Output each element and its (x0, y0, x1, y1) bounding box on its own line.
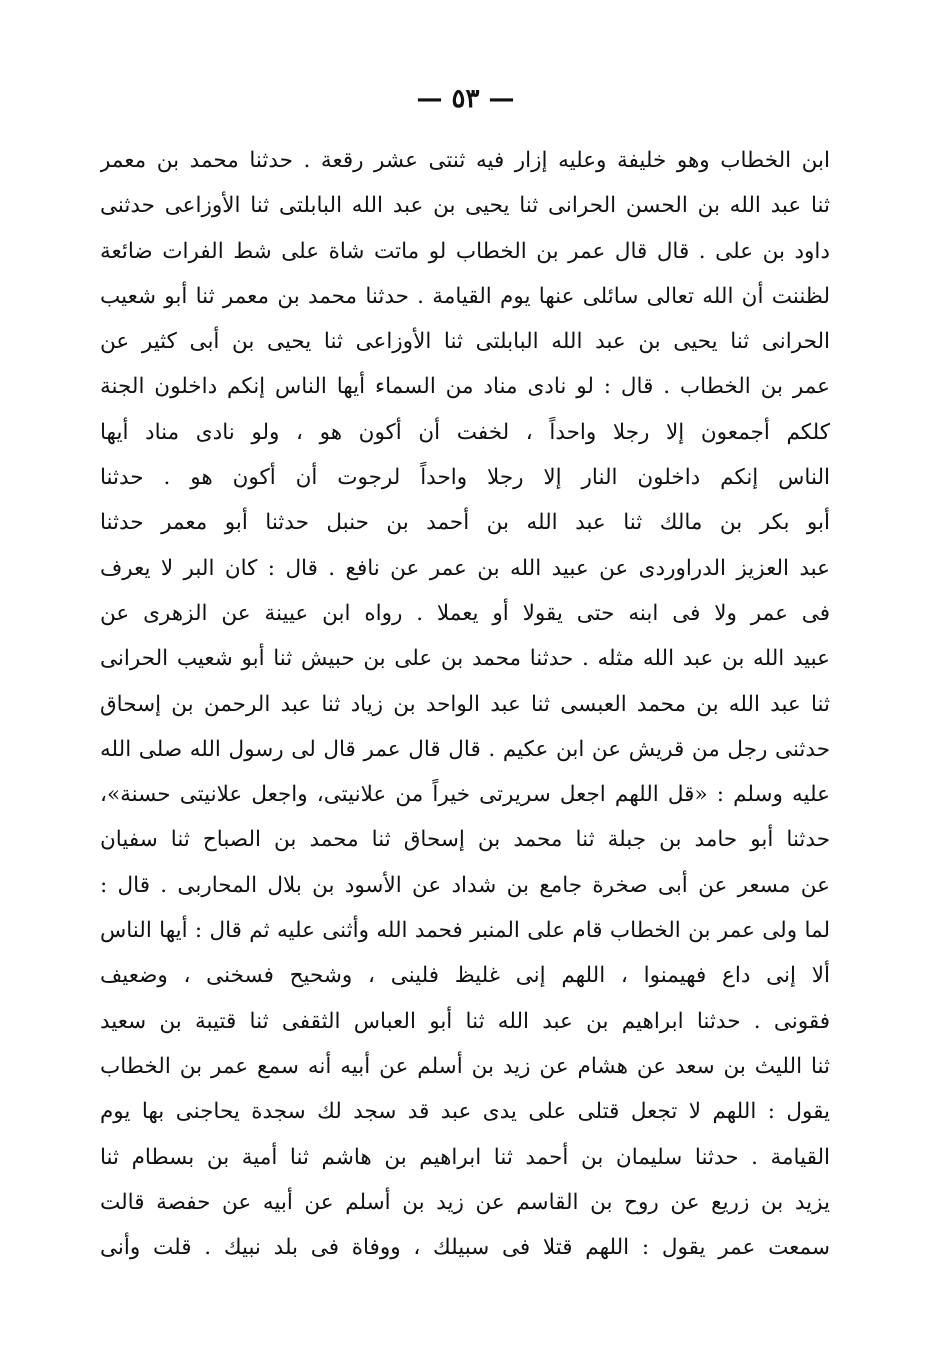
text-line: فى عمر ولا فى ابنه حتى يقولا أو يعملا . رواه ابن عيينة عن الزهرى عن (100, 600, 830, 626)
page-number: — ٥٣ — (416, 84, 515, 114)
text-line: لظننت أن الله تعالى سائلى عنها يوم القيامة . حدثنا محمد بن معمر ثنا أبو شعيب (100, 283, 830, 309)
text-line: أبو بكر بن مالك ثنا عبد الله بن أحمد بن حنبل حدثنا أبو معمر حدثنا (100, 510, 830, 536)
text-line: عبيد الله بن عبد الله مثله . حدثنا محمد بن على بن حبيش ثنا أبو شعيب الحرانى (100, 646, 830, 672)
text-line: ثنا عبد الله بن محمد العبسى ثنا عبد الواحد بن زياد ثنا عبد الرحمن بن إسحاق (100, 691, 830, 717)
text-line: حدثنا أبو حامد بن جبلة ثنا محمد بن إسحاق ثنا محمد بن الصباح ثنا سفيان (100, 827, 830, 853)
text-line: سمعت عمر يقول : اللهم قتلا فى سبيلك ، ووفاة فى بلد نبيك . قلت وأنى (100, 1235, 830, 1261)
text-line: القيامة . حدثنا سليمان بن أحمد ثنا ابراهيم بن هاشم ثنا أمية بن بسطام ثنا (100, 1144, 830, 1170)
text-line: ثنا الليث بن سعد عن هشام عن زيد بن أسلم عن أبيه أنه سمع عمر بن الخطاب (100, 1053, 830, 1079)
text-line: يزيد بن زريع عن روح بن القاسم عن زيد بن أسلم عن أبيه عن حفصة قالت (100, 1189, 830, 1215)
text-line: عبد العزيز الدراوردى عن عبيد الله بن عمر عن نافع . قال : كان البر لا يعرف (100, 555, 830, 581)
text-line: يقول : اللهم لا تجعل قتلى على يدى عبد قد سجد لك سجدة يحاجنى بها يوم (100, 1099, 830, 1125)
text-line: عمر بن الخطاب . قال : لو نادى مناد من السماء أيها الناس إنكم داخلون الجنة (100, 374, 830, 400)
text-line: ثنا عبد الله بن الحسن الحرانى ثنا يحيى بن عبد الله البابلتى ثنا الأوزاعى حدثنى (100, 193, 830, 219)
text-line: عليه وسلم : «قل اللهم اجعل سريرتى خيراً من علانيتى، واجعل علانيتى حسنة»، (100, 782, 830, 808)
text-line: ابن الخطاب وهو خليفة وعليه إزار فيه ثنتى عشر رقعة . حدثنا محمد بن معمر (100, 148, 830, 173)
text-line: فقونى . حدثنا ابراهيم بن عبد الله ثنا أبو العباس الثقفى ثنا قتيبة بن سعيد (100, 1008, 830, 1034)
text-line: الحرانى ثنا يحيى بن عبد الله البابلتى ثنا الأوزاعى ثنا يحيى بن أبى كثير عن (100, 329, 830, 355)
text-line: ألا إنى داع فهيمنوا ، اللهم إنى غليظ فلينى ، وشحيح فسخنى ، وضعيف (100, 963, 830, 989)
text-line: الناس إنكم داخلون النار إلا رجلا واحداً لرجوت أن أكون هو . حدثنا (100, 465, 830, 491)
text-line: لما ولى عمر بن الخطاب قام على المنبر فحمد الله وأثنى عليه ثم قال : أيها الناس (100, 918, 830, 944)
text-line: كلكم أجمعون إلا رجلا واحداً ، لخفت أن أكون هو ، ولو نادى مناد أيها (100, 419, 830, 445)
body-text (100, 138, 830, 1270)
text-line: حدثنى رجل من قريش عن ابن عكيم . قال قال عمر قال لى رسول الله صلى الله (100, 736, 830, 762)
text-line: عن مسعر عن أبى صخرة جامع بن شداد عن الأسود بن بلال المحاربى . قال : (100, 872, 830, 898)
text-line: داود بن على . قال قال عمر بن الخطاب لو ماتت شاة على شط الفرات ضائعة (100, 238, 830, 264)
